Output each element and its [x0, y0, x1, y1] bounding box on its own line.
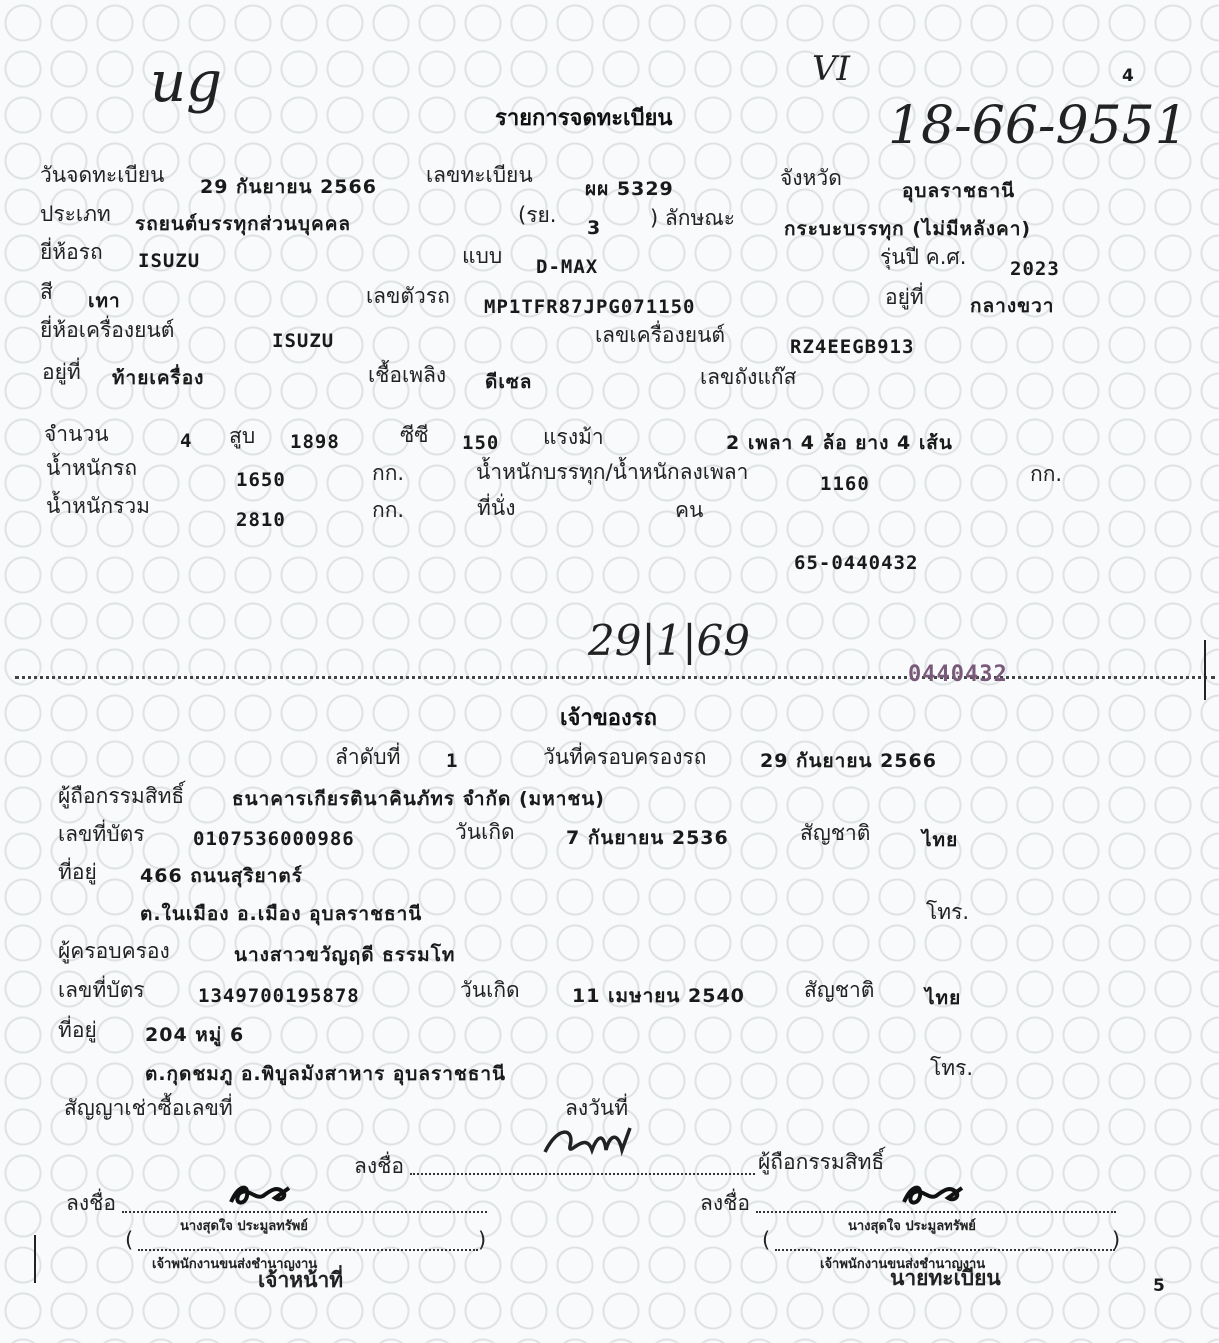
- possessor-address-line1: 204 หมู่ 6: [145, 1024, 245, 1046]
- ry-close: ) ลักษณะ: [650, 206, 736, 230]
- plate-label: เลขทะเบียน: [426, 163, 533, 187]
- model-value: D-MAX: [536, 256, 599, 278]
- load-unit: กก.: [1030, 462, 1063, 486]
- left-officer-position: เจ้าพนักงานขนส่งชำนาญงาน: [152, 1257, 318, 1272]
- style-value: กระบะบรรทุก (ไม่มีหลังคา): [784, 218, 1032, 240]
- handwritten-mark-top-mid: VI: [812, 49, 850, 89]
- gas-tank-label: เลขถังแก๊ส: [700, 365, 797, 389]
- count-label: จำนวน: [44, 422, 109, 446]
- chassis-location-label: อยู่ที่: [885, 285, 924, 309]
- left-sign-label: ลงชื่อ: [66, 1191, 116, 1215]
- handwritten-file-number: 18-66-9551: [888, 96, 1188, 156]
- right-officer-name: นางสุดใจ ประมูลทรัพย์: [848, 1219, 976, 1234]
- right-sign-label: ลงชื่อ: [700, 1191, 750, 1215]
- possession-date-label: วันที่ครอบครองรถ: [543, 745, 707, 769]
- section-divider: [15, 676, 1215, 679]
- page-number-bottom: 5: [1153, 1276, 1165, 1296]
- ry-open: (รย.: [518, 203, 557, 227]
- possessor-nationality-value: ไทย: [925, 987, 962, 1009]
- stamp-number: 0440432: [908, 662, 1008, 687]
- officer-signature-left: [225, 1176, 295, 1211]
- reg-date-label: วันจดทะเบียน: [40, 163, 165, 187]
- cc-label: ซีซี: [400, 423, 429, 447]
- possessor-id-label: เลขที่บัตร: [58, 978, 145, 1002]
- holder-nationality-value: ไทย: [922, 829, 959, 851]
- sequence-label: ลำดับที่: [335, 745, 401, 769]
- page-number-top: 4: [1122, 66, 1134, 86]
- seat-label: ที่นั่ง: [477, 496, 516, 520]
- engine-location-value: ท้ายเครื่อง: [112, 367, 205, 389]
- gross-weight-value: 2810: [236, 509, 286, 531]
- holder-dob-label: วันเกิด: [455, 820, 515, 844]
- gross-weight-unit: กก.: [372, 498, 405, 522]
- left-sign-line: [122, 1210, 487, 1213]
- holder-phone-label: โทร.: [926, 900, 970, 924]
- seat-unit: คน: [675, 498, 704, 522]
- registration-title: รายการจดทะเบียน: [495, 106, 673, 131]
- holder-id-label: เลขที่บัตร: [58, 822, 145, 846]
- weight-unit: กก.: [372, 461, 405, 485]
- color-value: เทา: [88, 290, 121, 312]
- fuel-label: เชื้อเพลิง: [368, 363, 447, 387]
- weight-label: น้ำหนักรถ: [46, 456, 138, 480]
- brand-value: ISUZU: [138, 250, 201, 272]
- holder-sign-line: [410, 1172, 755, 1175]
- engine-number-value: RZ4EEGB913: [790, 336, 915, 358]
- plate-value: ผผ 5329: [585, 178, 674, 200]
- possessor-dob-value: 11 เมษายน 2540: [572, 985, 745, 1007]
- chassis-location-value: กลางขวา: [970, 295, 1055, 317]
- possessor-address-line2: ต.กุดชมภู อ.พิบูลมังสาหาร อุบลราชธานี: [145, 1063, 507, 1085]
- reg-date-value: 29 กันยายน 2566: [200, 176, 377, 198]
- holder-value: ธนาคารเกียรตินาคินภัทร จำกัด (มหาชน): [232, 788, 605, 810]
- right-paren-close: ): [1112, 1228, 1121, 1252]
- possession-date-value: 29 กันยายน 2566: [760, 750, 937, 772]
- engine-brand-label: ยี่ห้อเครื่องยนต์: [40, 318, 175, 342]
- holder-nationality-label: สัญชาติ: [800, 821, 871, 845]
- load-label: น้ำหนักบรรทุก/น้ำหนักลงเพลา: [476, 460, 749, 484]
- engine-number-label: เลขเครื่องยนต์: [595, 323, 726, 347]
- right-officer-title: นายทะเบียน: [890, 1266, 1001, 1290]
- holder-address-label: ที่อยู่: [58, 860, 97, 884]
- handwritten-mark-top-left: ug: [150, 50, 222, 115]
- type-label: ประเภท: [40, 202, 111, 226]
- year-label: รุ่นปี ค.ศ.: [880, 245, 967, 269]
- possessor-id-value: 1349700195878: [198, 985, 360, 1007]
- handwritten-date: 29|1|69: [588, 616, 750, 665]
- signature-scribble-date: [540, 1120, 640, 1165]
- province-label: จังหวัด: [780, 166, 842, 190]
- left-paren-open: (: [125, 1228, 134, 1252]
- document-number: 65-0440432: [794, 552, 919, 574]
- divider-tick: [1204, 640, 1206, 700]
- holder-label: ผู้ถือกรรมสิทธิ์: [58, 784, 185, 808]
- year-value: 2023: [1010, 258, 1060, 280]
- sequence-value: 1: [446, 750, 459, 772]
- possessor-value: นางสาวขวัญฤดี ธรรมโท: [234, 944, 456, 966]
- cc-value: 1898: [290, 431, 340, 453]
- left-name-line: [138, 1248, 478, 1251]
- type-value: รถยนต์บรรทุกส่วนบุคคล: [135, 213, 352, 235]
- axle-wheel-value: 2 เพลา 4 ล้อ ยาง 4 เส้น: [726, 432, 953, 454]
- chassis-value: MP1TFR87JPG071150: [484, 296, 696, 318]
- count-value: 4: [180, 430, 193, 452]
- color-label: สี: [40, 280, 53, 304]
- holder-address-line1: 466 ถนนสุริยาตร์: [140, 865, 303, 887]
- weight-value: 1650: [236, 469, 286, 491]
- fuel-value: ดีเซล: [485, 371, 533, 393]
- chassis-label: เลขตัวรถ: [366, 284, 450, 308]
- sign-date-label: ลงวันที่: [565, 1096, 629, 1120]
- gross-weight-label: น้ำหนักรวม: [46, 494, 150, 518]
- possessor-nationality-label: สัญชาติ: [804, 978, 875, 1002]
- engine-brand-value: ISUZU: [272, 330, 335, 352]
- holder-sign-caption: ผู้ถือกรรมสิทธิ์: [758, 1150, 885, 1174]
- owner-title: เจ้าของรถ: [560, 706, 657, 731]
- left-officer-title: เจ้าหน้าที่: [258, 1268, 344, 1292]
- possessor-label: ผู้ครอบครอง: [58, 939, 170, 963]
- province-value: อุบลราชธานี: [902, 180, 1016, 202]
- right-officer-position: เจ้าพนักงานขนส่งชำนาญงาน: [820, 1257, 986, 1272]
- possessor-dob-label: วันเกิด: [460, 978, 520, 1002]
- horsepower-label: แรงม้า: [543, 425, 604, 449]
- left-paren-close: ): [478, 1228, 487, 1252]
- officer-signature-right: [898, 1176, 968, 1211]
- lease-contract-label: สัญญาเช่าซื้อเลขที่: [64, 1096, 233, 1120]
- right-name-line: [775, 1248, 1115, 1251]
- left-officer-name: นางสุดใจ ประมูลทรัพย์: [180, 1219, 308, 1234]
- possessor-phone-label: โทร.: [930, 1056, 974, 1080]
- engine-location-label: อยู่ที่: [42, 360, 81, 384]
- possessor-address-label: ที่อยู่: [58, 1018, 97, 1042]
- right-paren-open: (: [762, 1228, 771, 1252]
- model-label: แบบ: [462, 244, 503, 268]
- brand-label: ยี่ห้อรถ: [40, 240, 103, 264]
- holder-sign-label: ลงชื่อ: [354, 1154, 404, 1178]
- load-value: 1160: [820, 473, 870, 495]
- cylinder-label: สูบ: [229, 424, 256, 448]
- holder-address-line2: ต.ในเมือง อ.เมือง อุบลราชธานี: [140, 903, 423, 925]
- ry-value: 3: [587, 217, 602, 239]
- left-margin-mark: [34, 1235, 36, 1283]
- horsepower-value: 150: [462, 432, 500, 454]
- holder-id-value: 0107536000986: [193, 828, 355, 850]
- holder-dob-value: 7 กันยายน 2536: [566, 827, 729, 849]
